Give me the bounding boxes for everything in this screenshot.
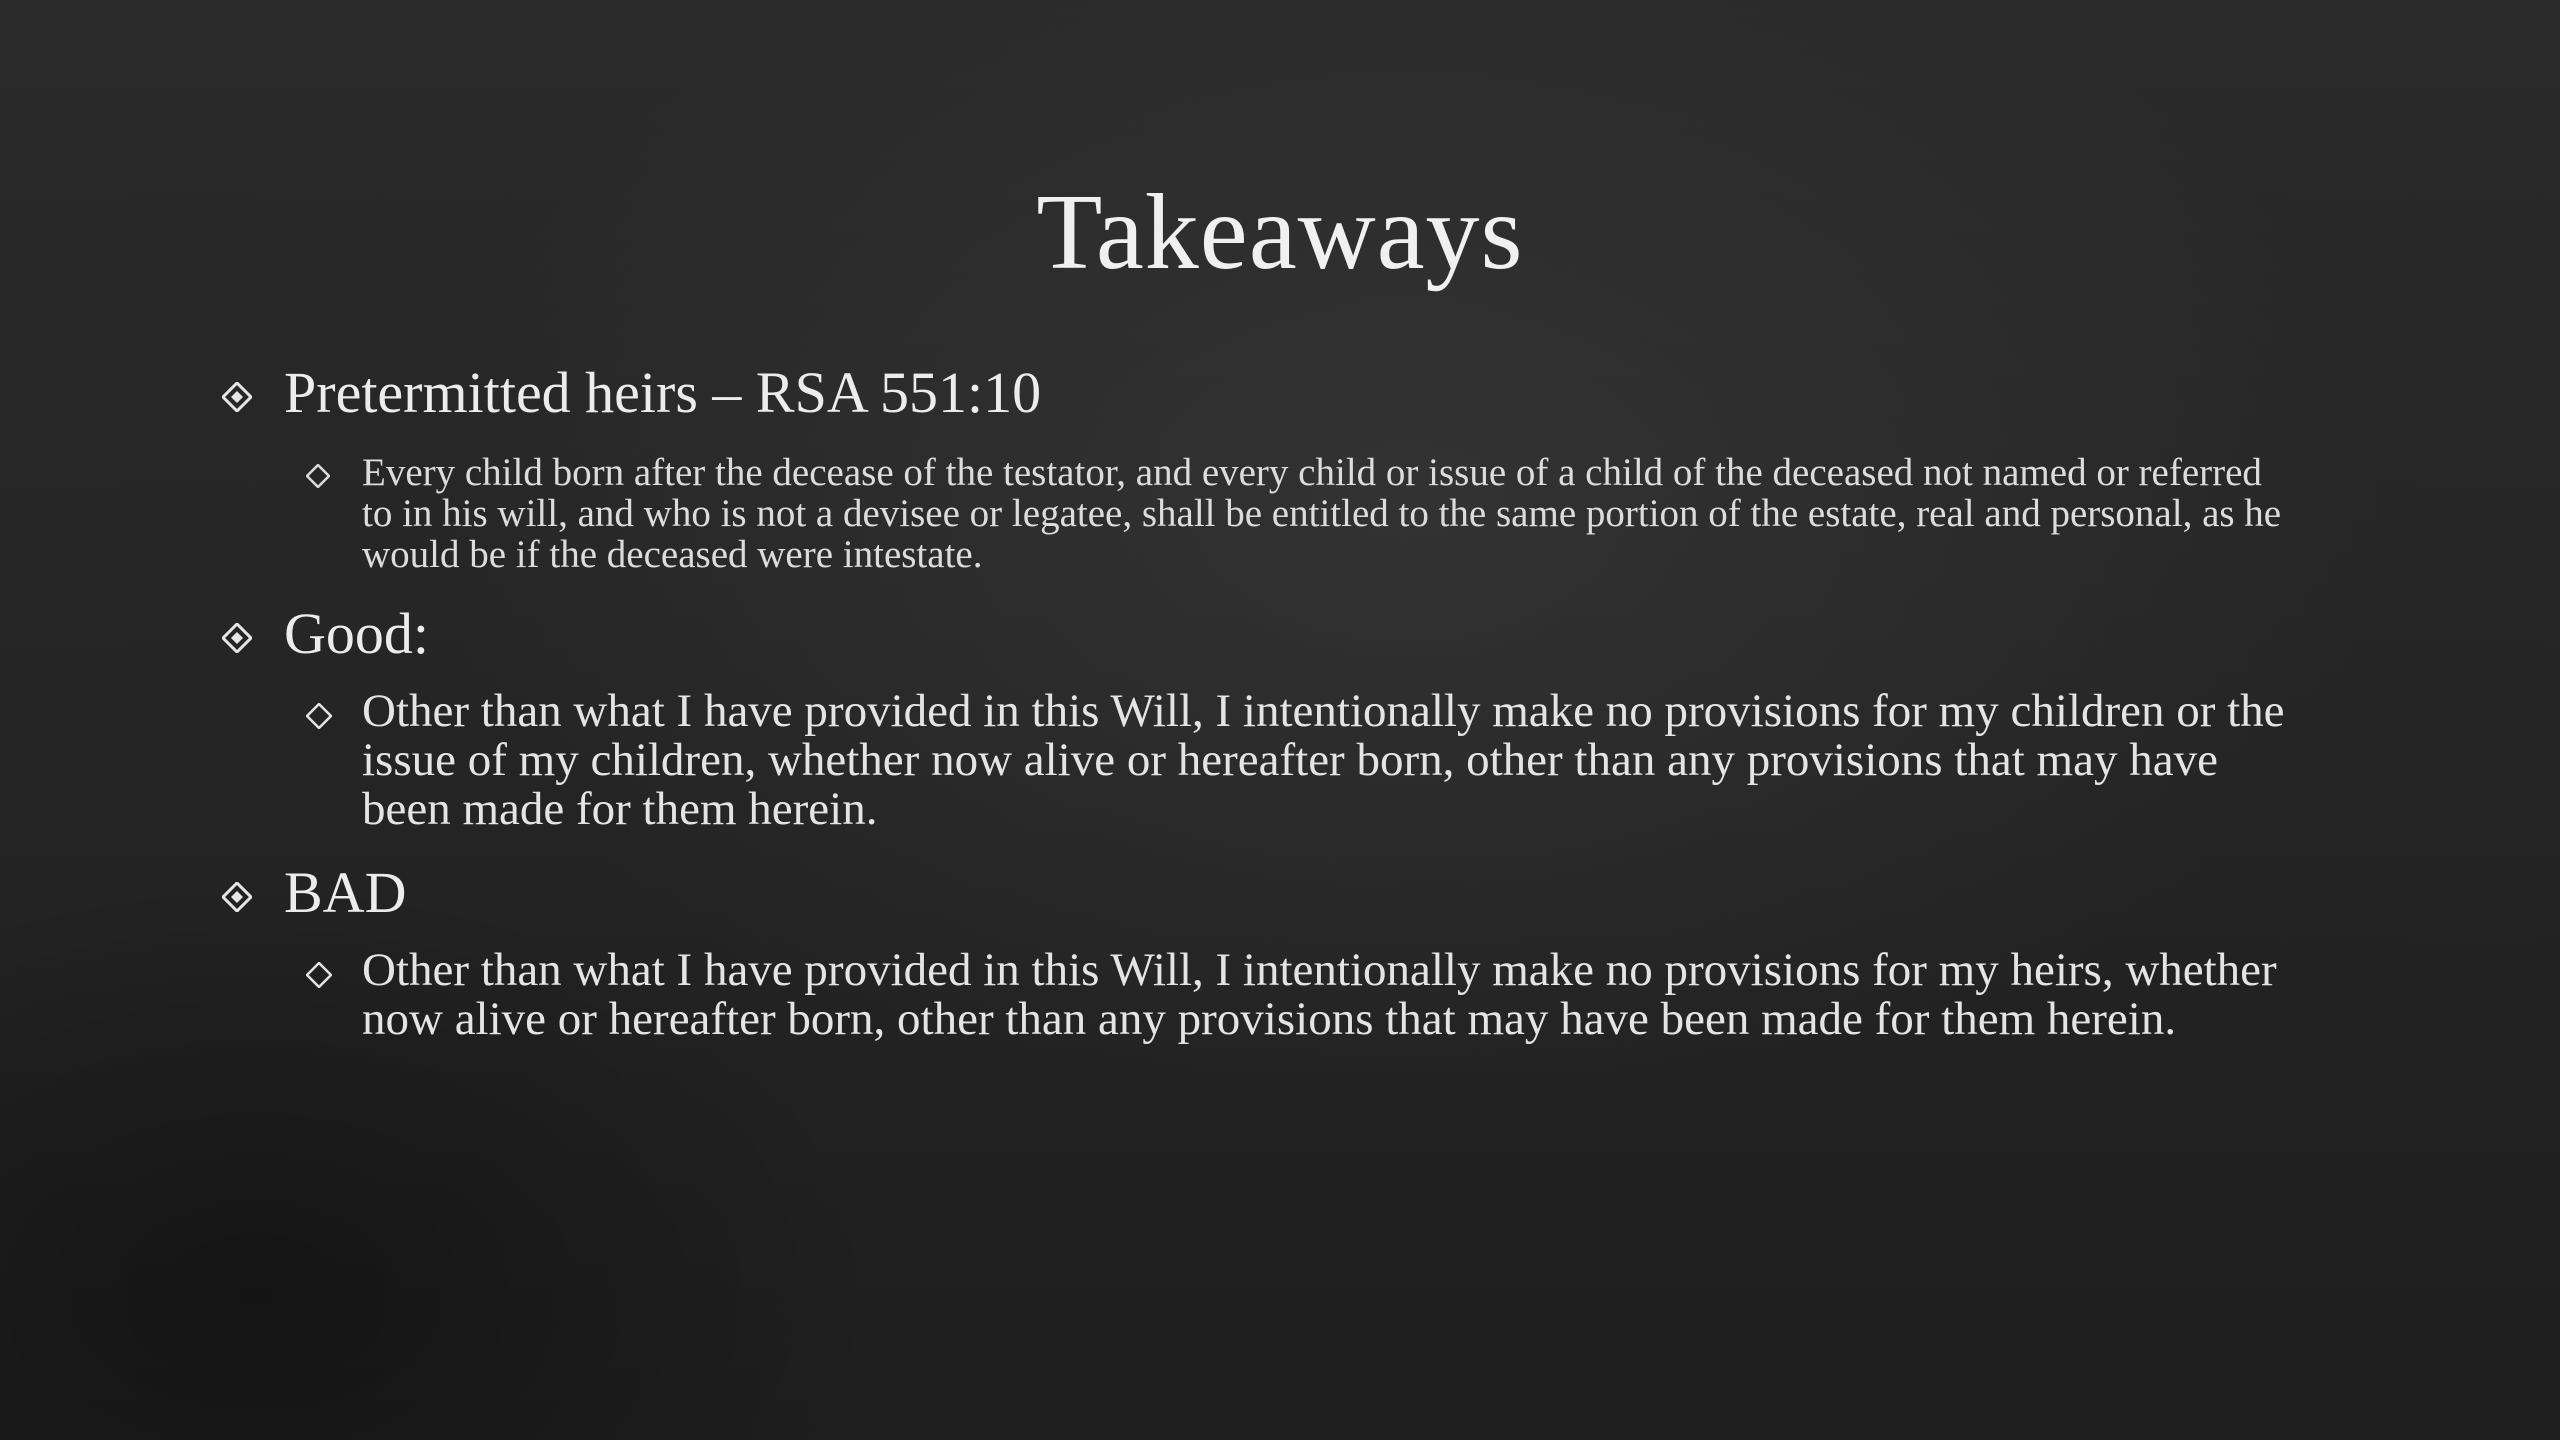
diamond-bullet-icon (306, 962, 332, 988)
diamond-bullet-icon (306, 703, 332, 729)
diamond-bullet-icon (222, 382, 252, 412)
bullet-text: Pretermitted heirs – RSA 551:10 (284, 360, 1042, 425)
sub-bullet-text: Other than what I have provided in this Will, I intentionally make no provisions for my children or the issue of my children, whether now alive or hereafter born, other than any provisions that may have been made for them herein. (362, 685, 2285, 835)
slide-title: Takeaways (1036, 173, 1524, 292)
slide-content (218, 356, 2298, 1044)
sub-bullet-bad-clause (218, 946, 2298, 1044)
diamond-bullet-icon (306, 464, 330, 488)
sub-bullet-good-clause (218, 687, 2298, 834)
sub-bullet-text: Every child born after the decease of the testator, and every child or issue of a child of the deceased not named or referred to in his will, and who is not a devisee or legatee, shall be entitled to the same portion of the estate, real and personal, as he would be if the deceased were intestate. (362, 451, 2282, 576)
bullet-bad (218, 856, 2298, 930)
bullet-text: BAD (284, 860, 407, 925)
sub-bullet-text: Other than what I have provided in this Will, I intentionally make no provisions for my heirs, whether now alive or hereafter born, other than any provisions that may have been made for them herein. (362, 944, 2277, 1045)
diamond-bullet-icon (222, 623, 252, 653)
sub-bullet-statute-text (218, 452, 2298, 575)
bullet-good (218, 597, 2298, 671)
bullet-text: Good: (284, 601, 429, 666)
bullet-pretermitted-heirs (218, 356, 2298, 430)
diamond-bullet-icon (222, 882, 252, 912)
